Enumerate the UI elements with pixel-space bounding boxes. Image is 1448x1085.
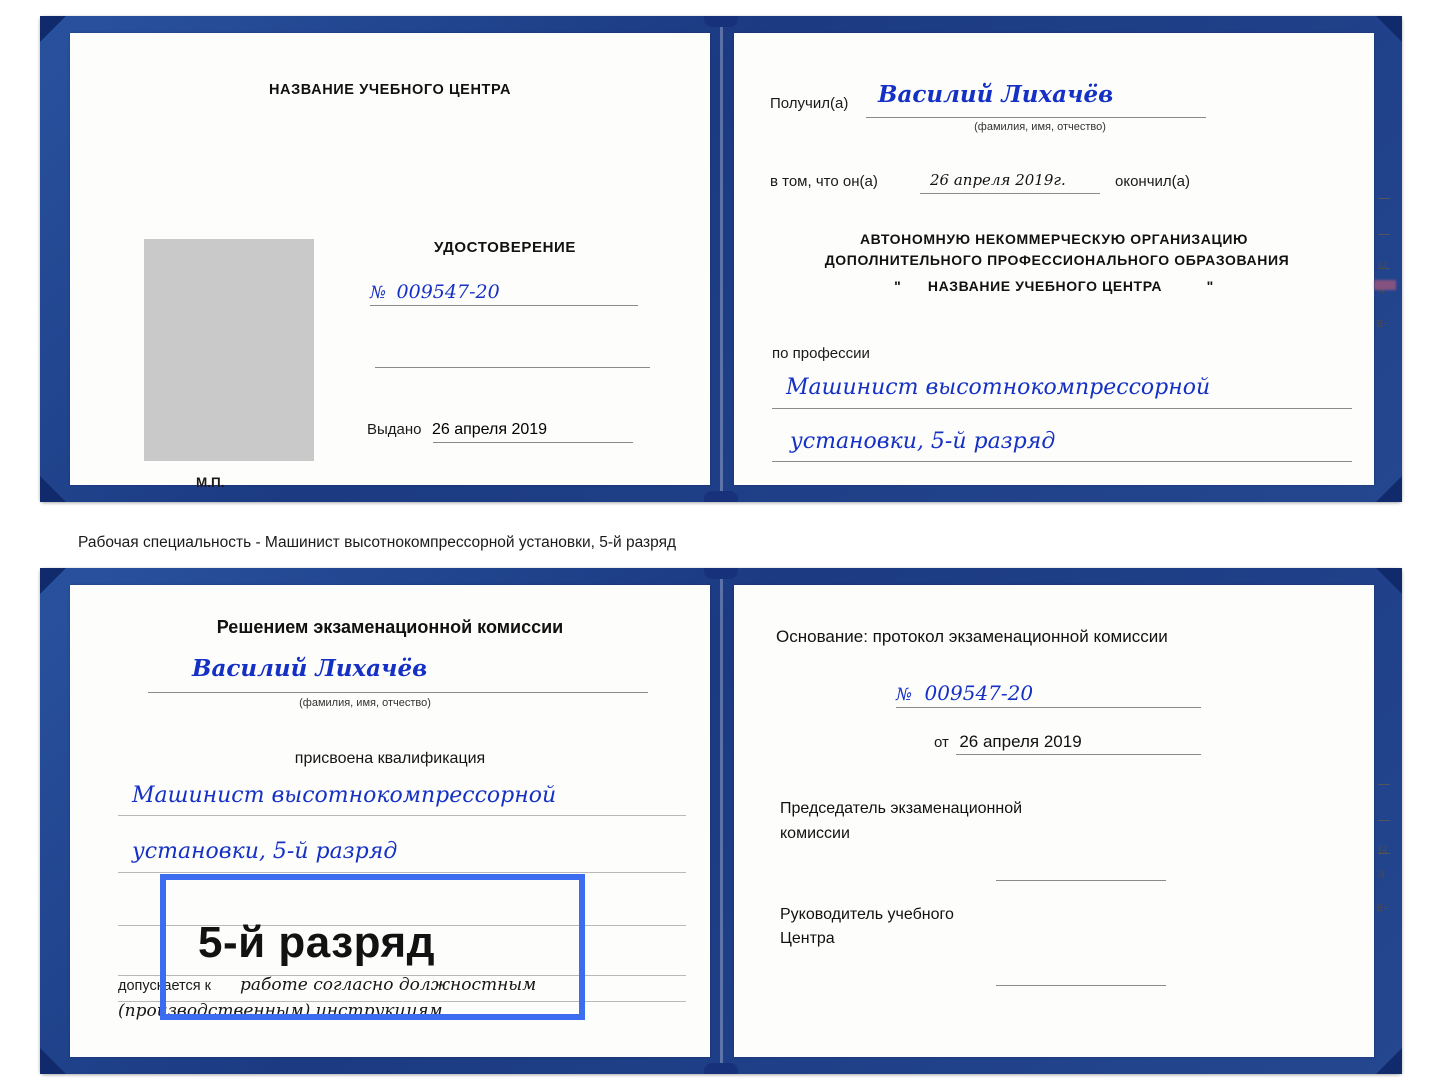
finished-label: окончил(а) bbox=[1115, 173, 1190, 190]
organization-name-row bbox=[774, 278, 1334, 296]
book-spine-notch-bottom bbox=[704, 491, 738, 502]
quote-open: " bbox=[894, 278, 902, 294]
certificate-number-row bbox=[370, 281, 650, 306]
received-value: Василий Лихачёв bbox=[878, 81, 1114, 108]
seal-place-label: М.П. bbox=[196, 475, 225, 490]
completion-date-value: 26 апреля 2019г. bbox=[930, 171, 1066, 189]
chairman-label-line-2: комиссии bbox=[780, 825, 850, 842]
certificate-page-right-top bbox=[734, 33, 1374, 485]
profession-label: по профессии bbox=[772, 345, 870, 362]
certificate-number-value: 009547-20 bbox=[396, 281, 500, 303]
issued-underline bbox=[433, 442, 633, 443]
chairman-signature-line bbox=[996, 880, 1166, 881]
book-corner-bottom-right bbox=[1376, 1048, 1402, 1074]
number-underline bbox=[370, 305, 638, 306]
decision-title: Решением экзаменационной комиссии bbox=[216, 617, 564, 637]
received-hint: (фамилия, имя, отчество) bbox=[974, 121, 1106, 133]
decision-name-hint: (фамилия, имя, отчество) bbox=[299, 697, 431, 709]
protocol-number-sign: № bbox=[896, 685, 913, 705]
blank-line-left-page bbox=[375, 367, 650, 368]
chairman-label-line-1: Председатель экзаменационной bbox=[780, 800, 1023, 817]
certificate-page-left-top bbox=[70, 33, 710, 490]
edge-char-1: ы bbox=[1378, 258, 1388, 272]
issued-row bbox=[367, 421, 657, 443]
allowed-value-1: работе согласно должностным bbox=[240, 975, 537, 995]
received-label: Получил(а) bbox=[770, 95, 849, 112]
issued-value: 26 апреля 2019 bbox=[431, 421, 548, 438]
protocol-date-underline bbox=[956, 754, 1201, 755]
book-corner-top-right bbox=[1376, 568, 1402, 594]
book-corner-bottom-left bbox=[40, 476, 66, 502]
edge-char-3: к- bbox=[1376, 900, 1388, 914]
protocol-date-row bbox=[934, 732, 1234, 755]
completion-date-underline bbox=[920, 193, 1100, 194]
profession-underline-1 bbox=[772, 408, 1352, 409]
organization-name: НАЗВАНИЕ УЧЕБНОГО ЦЕНТРА bbox=[927, 278, 1163, 294]
edge-char-1: ы bbox=[1378, 842, 1388, 856]
protocol-number-underline bbox=[896, 707, 1201, 708]
qualification-line-2: установки, 5-й разряд bbox=[132, 839, 398, 864]
in-that-label: в том, что он(а) bbox=[770, 173, 878, 190]
basis-label: Основание: протокол экзаменационной комиссии bbox=[776, 627, 1168, 646]
head-label-line-2: Центра bbox=[780, 930, 835, 947]
profession-underline-2 bbox=[772, 461, 1352, 462]
qualification-underline-1 bbox=[118, 815, 686, 816]
edge-dash-2 bbox=[1378, 234, 1390, 235]
certificate-page-right-bottom bbox=[734, 585, 1374, 1057]
qualification-underline-2 bbox=[118, 872, 686, 873]
head-label-line-1: Руководитель учебного bbox=[780, 906, 954, 923]
book-spine-notch-top bbox=[704, 568, 738, 579]
received-row bbox=[770, 81, 1350, 133]
issued-label: Выдано bbox=[367, 421, 422, 438]
photo-placeholder bbox=[144, 239, 314, 461]
book-corner-bottom-left bbox=[40, 1048, 66, 1074]
protocol-number-value: 009547-20 bbox=[924, 681, 1034, 705]
protocol-number-row bbox=[896, 681, 1226, 708]
edge-dash-1 bbox=[1378, 198, 1390, 199]
edge-smudge bbox=[1374, 280, 1396, 290]
book-spine-notch-bottom bbox=[704, 1063, 738, 1074]
edge-dash-2 bbox=[1378, 820, 1390, 821]
received-underline bbox=[866, 117, 1206, 118]
book-corner-bottom-right bbox=[1376, 476, 1402, 502]
profession-value-line-2: установки, 5-й разряд bbox=[790, 429, 1056, 454]
allowed-value-2: (производственным) инструкциям bbox=[118, 1001, 443, 1021]
from-label: от bbox=[934, 734, 949, 751]
edge-char-2: а bbox=[1378, 866, 1386, 880]
qualification-line-1: Машинист высотнокомпрессорной bbox=[132, 783, 557, 808]
organization-line-2: ДОПОЛНИТЕЛЬНОГО ПРОФЕССИОНАЛЬНОГО ОБРАЗОВАНИЯ bbox=[824, 252, 1290, 268]
figure-caption: Рабочая специальность - Машинист высотнокомпрессорной установки, 5-й разряд bbox=[78, 534, 677, 551]
page-title-training-center: НАЗВАНИЕ УЧЕБНОГО ЦЕНТРА bbox=[268, 82, 512, 98]
assigned-qualification-label: присвоена квалификация bbox=[294, 750, 486, 767]
protocol-date-value: 26 апреля 2019 bbox=[959, 732, 1082, 751]
certificate-book-top bbox=[40, 16, 1402, 502]
number-sign: № bbox=[370, 283, 387, 303]
book-corner-top-left bbox=[40, 16, 66, 42]
book-spine-notch-top bbox=[704, 16, 738, 27]
document-type-label: УДОСТОВЕРЕНИЕ bbox=[433, 239, 577, 256]
quote-close: " bbox=[1206, 278, 1214, 294]
organization-line-1: АВТОНОМНУЮ НЕКОММЕРЧЕСКУЮ ОРГАНИЗАЦИЮ bbox=[859, 231, 1249, 247]
in-that-row bbox=[770, 173, 1350, 191]
head-signature-line bbox=[996, 985, 1166, 986]
book-corner-top-left bbox=[40, 568, 66, 594]
decision-name-value: Василий Лихачёв bbox=[192, 655, 428, 682]
edge-dash-1 bbox=[1378, 784, 1390, 785]
book-corner-top-right bbox=[1376, 16, 1402, 42]
profession-value-line-1: Машинист высотнокомпрессорной bbox=[786, 375, 1211, 400]
highlight-rank-text: 5-й разряд bbox=[198, 918, 436, 967]
decision-name-underline bbox=[148, 692, 648, 693]
edge-char-3: к- bbox=[1376, 316, 1388, 330]
allowed-label: допускается к bbox=[118, 978, 211, 994]
